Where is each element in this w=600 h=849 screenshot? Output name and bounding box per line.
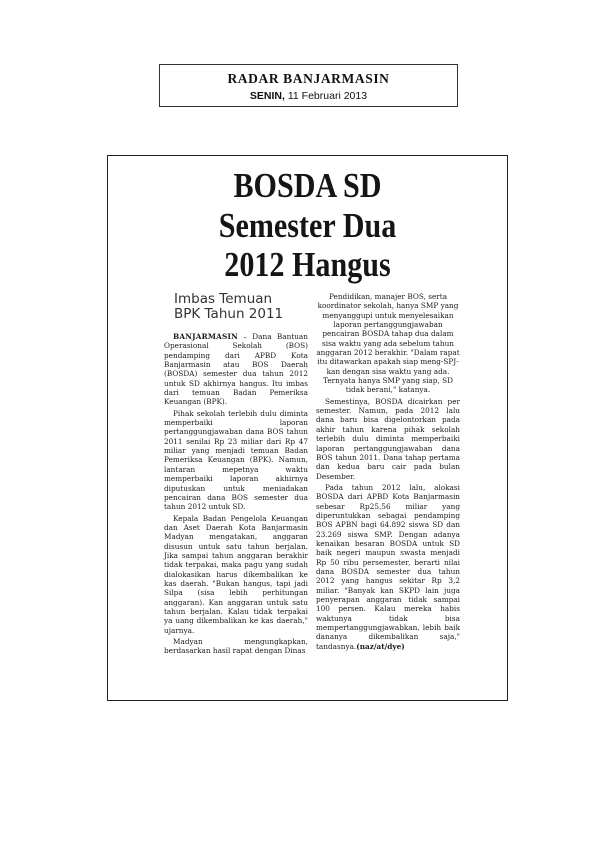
headline-line: Semester Dua: [218, 205, 397, 245]
article-paragraph: Pendidikan, manajer BOS, serta koordinator sekolah, hanya SMP yang menyanggupi untuk menyelesaikan laporan pertanggungjawaban pencairan BOSDA tahap dua dalam sisa waktu yang ada sebelum tahun anggaran 2012 berakhir. "Dalam rapat itu ditawarkan apakah siap meng-SPJ-kan dengan sisa waktu yang ada. Ternyata hanya SMP yang siap, SD tidak berani," katanya.: [316, 292, 460, 395]
article-dateline: BANJARMASIN: [173, 332, 238, 341]
article-paragraph: Pihak sekolah terlebih dulu diminta memperbaiki laporan pertanggungjawaban dana BOS tahun 2011 senilai Rp 23 miliar dari Rp 47 miliar yang menjadi temuan Badan Pemeriksa Keuangan (BPK). Namun, lantaran mepetnya waktu memperbaiki laporan akhirnya diputuskan untuk meniadakan pencairan dana BOS semester dua tahun 2012 untuk SD.: [164, 408, 308, 512]
article-paragraph: [316, 483, 460, 651]
article-headline: [136, 166, 479, 285]
article-signature: (naz/at/dye): [356, 641, 405, 651]
publication-date-value: 11 Februari 2013: [287, 90, 368, 102]
publication-date: [160, 90, 457, 102]
article-subheadline: [164, 292, 308, 322]
article-paragraph: Madyan mengungkapkan, berdasarkan hasil rapat dengan Dinas: [164, 637, 308, 656]
article-column-right: [316, 292, 460, 653]
headline-line: BOSDA SD: [233, 166, 382, 205]
publication-day: SENIN,: [249, 90, 285, 102]
article-paragraph: Semestinya, BOSDA dicairkan per semester. Namun, pada 2012 lalu dana baru bisa digelontorkan pada akhir tahun karena pihak sekolah terlebih dulu diminta memperbaiki laporan pertanggungjawaban dana BOS tahun 2011. Dana tahap pertama dan kedua baru cair pada bulan Desember.: [316, 396, 460, 481]
article-clipping: [107, 155, 508, 701]
paragraph-text: – Dana Bantuan Operasional Sekolah (BOS) pendamping dari APBD Kota Banjarmasin atau BOS Daerah (BOSDA) semester dua tahun 2012 untuk SD akhirnya hangus. Itu imbas dari temuan Badan Pemeriksa Keuangan (BPK).: [164, 332, 308, 407]
headline-line: 2012 Hangus: [224, 245, 391, 284]
article-paragraph: Kepala Badan Pengelola Keuangan dan Aset Daerah Kota Banjarmasin Madyan mengatakan, anggaran disusun untuk satu tahun berjalan. Jika sampai tahun anggaran berakhir tidak terpakai, maka pagu yang sudah dialokasikan harus dikembalikan ke kas daerah. "Bukan hangus, tapi jadi Silpa (sisa lebih perhitungan anggaran). Kan anggaran untuk satu tahun berjalan. Kalau tidak terpakai ya uang dikembalikan ke kas daerah," ujarnya.: [164, 513, 308, 635]
masthead: [159, 64, 458, 107]
paragraph-text: Pada tahun 2012 lalu, alokasi BOSDA dari APBD Kota Banjarmasin sebesar Rp25,56 miliar yang diperuntukkan sebagai pendamping BOS APBN bagi 64.892 siswa SD dan 23.269 siswa SMP. Dengan adanya kenaikan besaran BOSDA untuk SD baik negeri maupun swasta menjadi Rp 50 ribu persemester, berarti nilai dana BOSDA semester dua tahun 2012 yang hangus sekitar Rp 3,2 miliar. "Banyak kan SKPD lain juga penyerapan anggaran tidak sampai 100 persen. Kalau mereka habis waktunya tidak bisa mempertanggungjawabkan, lebih baik dananya dikembalikan saja," tandasnya.: [316, 482, 460, 651]
newspaper-name: RADAR BANJARMASIN: [227, 71, 390, 86]
article-paragraph: [164, 332, 308, 407]
subheadline-line: BPK Tahun 2011: [174, 306, 284, 322]
subheadline-line: Imbas Temuan: [174, 291, 273, 307]
article-column-left: [164, 292, 308, 658]
